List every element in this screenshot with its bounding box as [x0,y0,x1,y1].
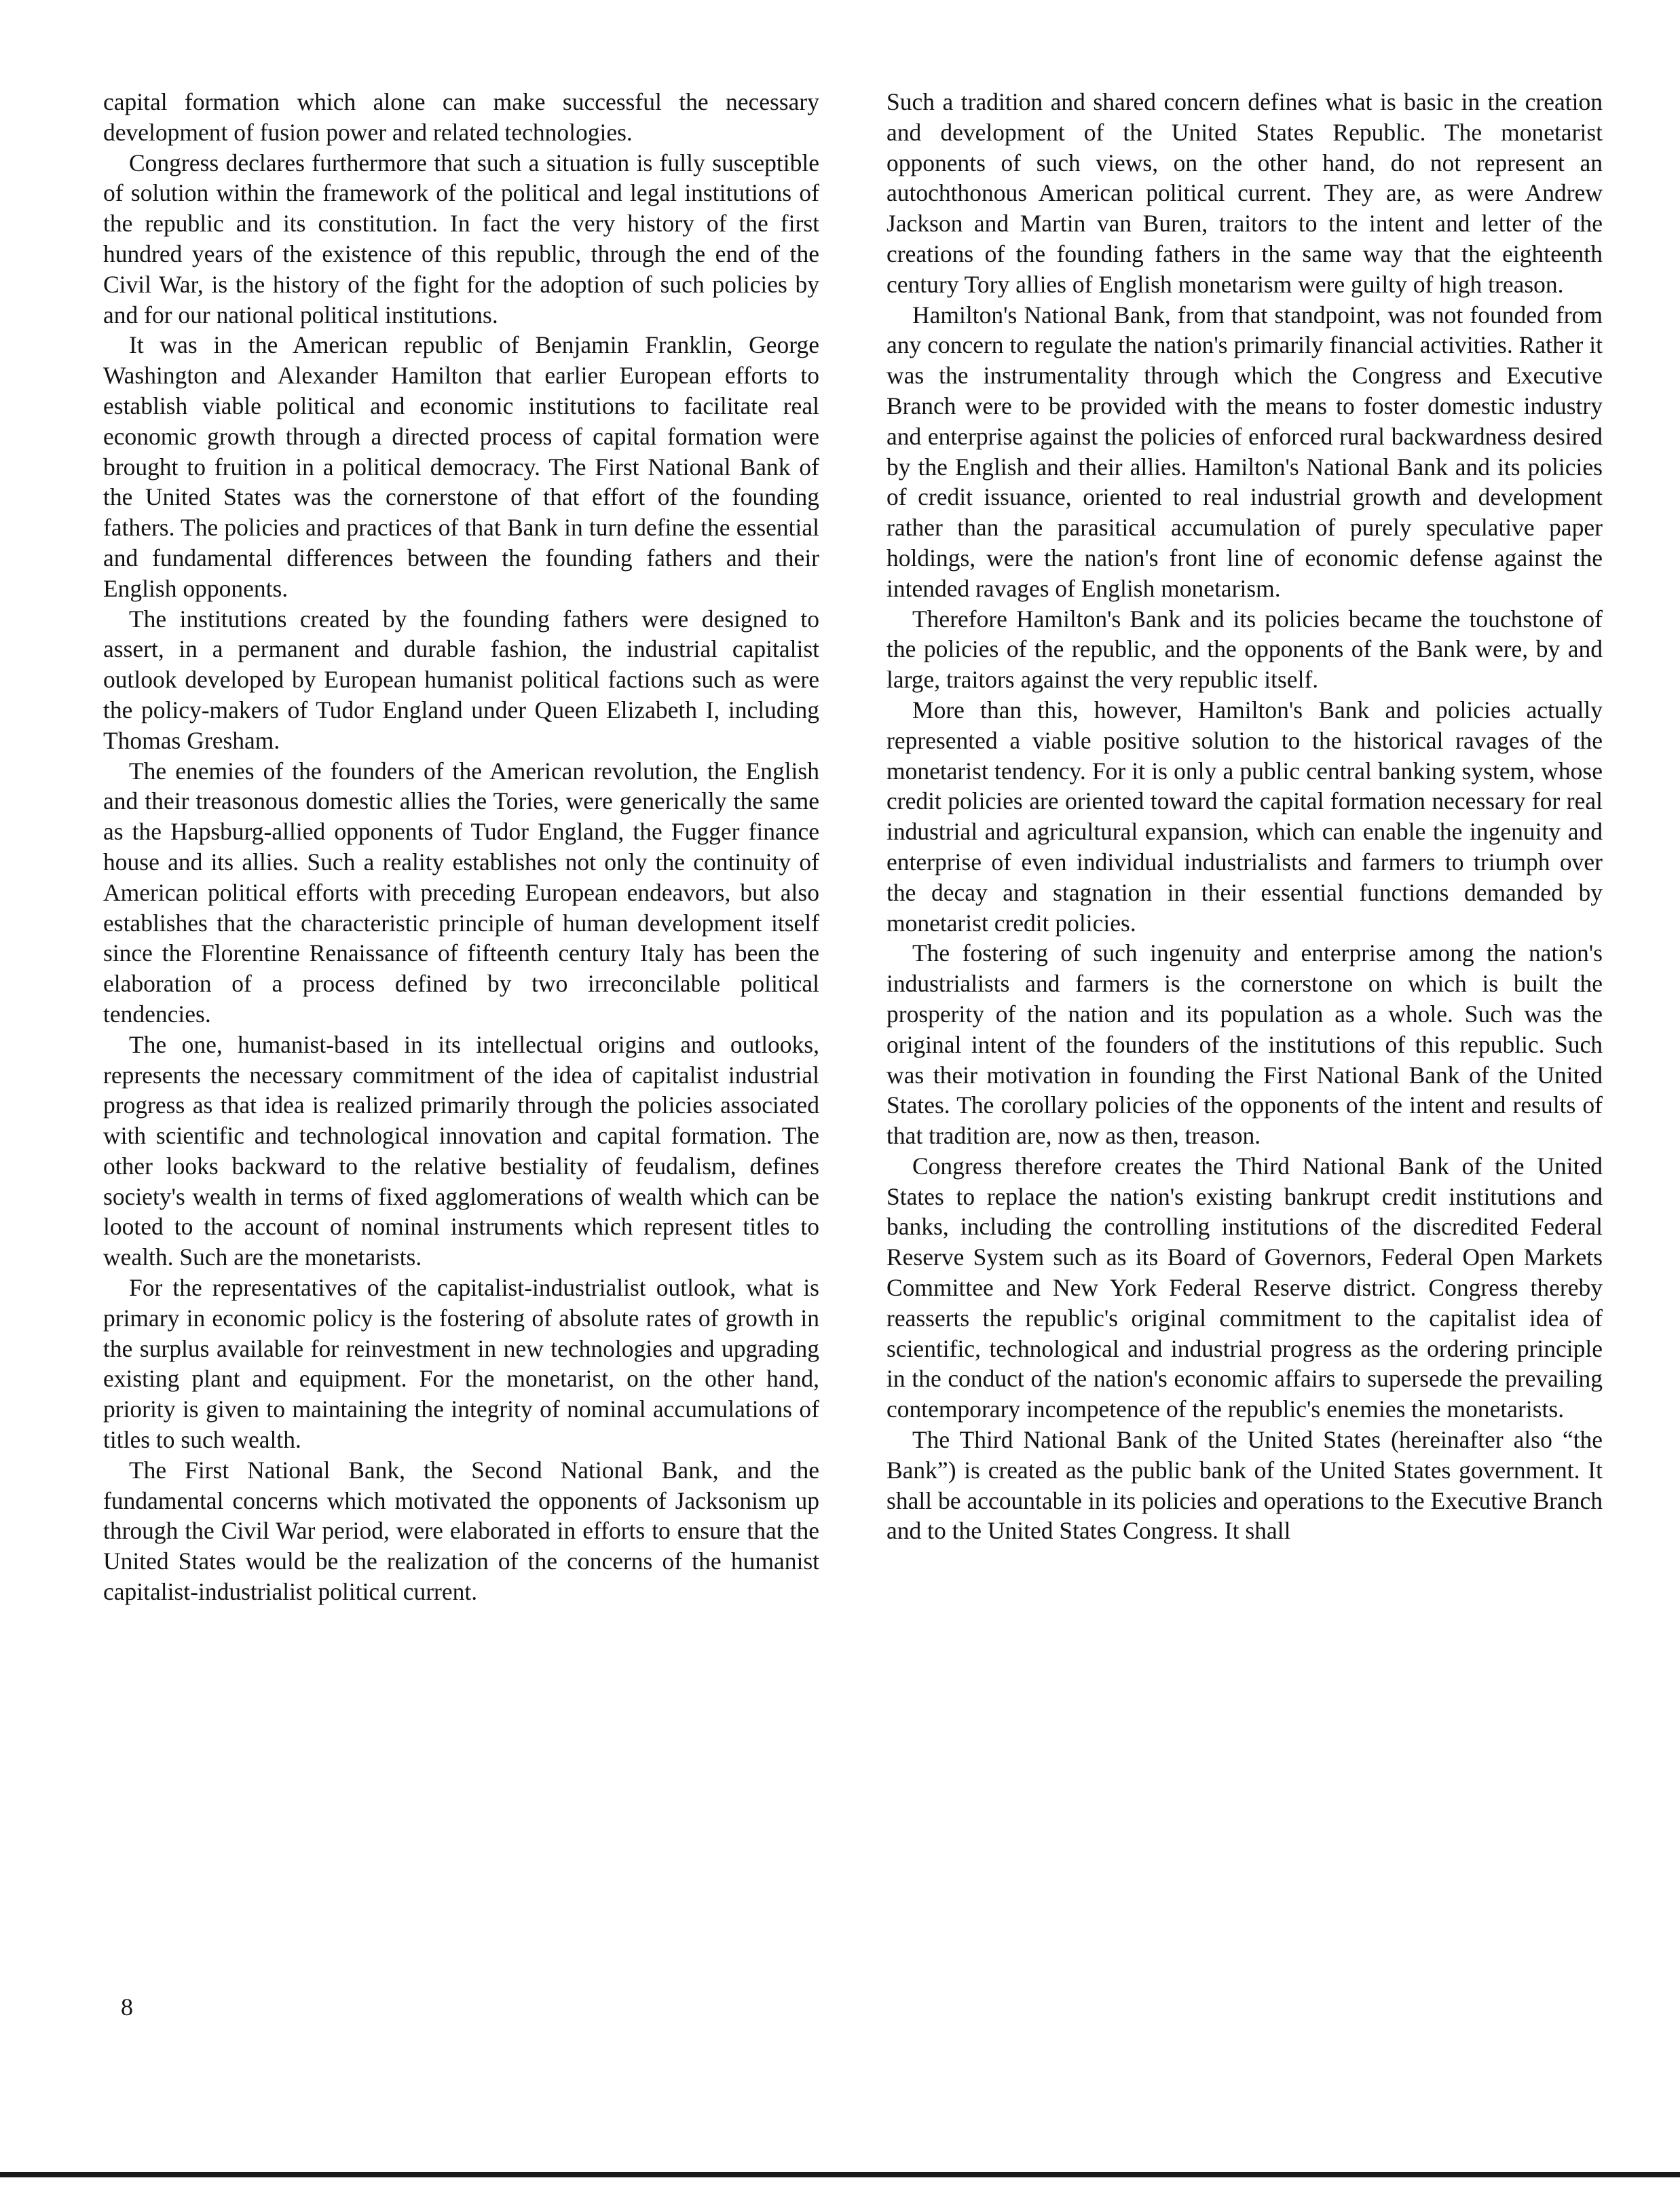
paragraph: It was in the American republic of Benjamin Franklin, George Washington and Alexander Hamilton that earlier European efforts to establish viable political and economic institutions to facilitate real economic growth through a directed process of capital formation were brought to fruition in a political democracy. The First National Bank of the United States was the cornerstone of that effort of the founding fathers. The policies and practices of that Bank in turn define the essential and fundamental differences between the founding fathers and their English opponents. [103,331,819,602]
paragraph: The fostering of such ingenuity and enterprise among the nation's industrialists and farmers is the cornerstone on which is built the prosperity of the nation and its population as a whole. Such was the original intent of the founders of the institutions of this republic. Such was their motivation in founding the First National Bank of the United States. The corollary policies of the opponents of the intent and results of that tradition are, now as then, treason. [886,939,1603,1150]
paragraph: Congress declares furthermore that such a situation is fully susceptible of solution within the framework of the political and legal institutions of the republic and its constitution. In fact the very history of the first hundred years of the existence of this republic, through the end of the Civil War, is the history of the fight for the adoption of such policies by and for our national political institutions. [103,149,819,329]
bottom-rule [0,2172,1680,2177]
paragraph: The enemies of the founders of the American revolution, the English and their treasonous domestic allies the Tories, were generically the same as the Hapsburg-allied opponents of Tudor England, the Fugger finance house and its allies. Such a reality establishes not only the continuity of American political efforts with preceding European endeavors, but also establishes that the characteristic principle of human development itself since the Florentine Renaissance of fifteenth century Italy has been the elaboration of a process defined by two irreconcilable political tendencies. [103,757,819,1028]
paragraph: capital formation which alone can make successful the necessary development of fusion power and related technologies. [103,88,819,146]
paragraph: Hamilton's National Bank, from that standpoint, was not founded from any concern to regulate the nation's primarily financial activities. Rather it was the instrumentality through which the Congress and Executive Branch were to be provided with the means to foster domestic industry and enterprise against the policies of enforced rural backwardness desired by the English and their allies. Hamilton's National Bank and its policies of credit issuance, oriented to real industrial growth and development rather than the parasitical accumulation of purely speculative paper holdings, were the nation's front line of economic defense against the intended ravages of English monetarism. [886,301,1603,602]
right-column [886,87,1603,1546]
paragraph: The one, humanist-based in its intellectual origins and outlooks, represents the necessary commitment of the idea of capitalist industrial progress as that idea is realized primarily through the policies associated with scientific and technological innovation and capital formation. The other looks backward to the relative bestiality of feudalism, defines society's wealth in terms of fixed agglomerations of wealth which can be looted to the account of nominal instruments which represent titles to wealth. Such are the monetarists. [103,1030,819,1271]
paragraph: Such a tradition and shared concern defines what is basic in the creation and development of the United States Republic. The monetarist opponents of such views, on the other hand, do not represent an autochthonous American political current. They are, as were Andrew Jackson and Martin van Buren, traitors to the intent and letter of the creations of the founding fathers in the same way that the eighteenth century Tory allies of English monetarism were guilty of high treason. [886,88,1603,298]
paragraph: More than this, however, Hamilton's Bank and policies actually represented a viable positive solution to the historical ravages of the monetarist tendency. For it is only a public central banking system, whose credit policies are oriented toward the capital formation necessary for real industrial and agricultural expansion, which can enable the ingenuity and enterprise of even individual industrialists and farmers to triumph over the decay and stagnation in their essential functions demanded by monetarist credit policies. [886,696,1603,937]
paragraph: For the representatives of the capitalist-industrialist outlook, what is primary in economic policy is the fostering of absolute rates of growth in the surplus available for reinvestment in new technologies and upgrading existing plant and equipment. For the monetarist, on the other hand, priority is given to maintaining the integrity of nominal accumulations of titles to such wealth. [103,1274,819,1454]
page-number: 8 [121,1993,133,2021]
left-column [103,87,819,1607]
paragraph: The Third National Bank of the United States (hereinafter also “the Bank”) is created as the public bank of the United States government. It shall be accountable in its policies and operations to the Executive Branch and to the United States Congress. It shall [886,1426,1603,1545]
paragraph: Congress therefore creates the Third National Bank of the United States to replace the nation's existing bankrupt credit institutions and banks, including the controlling institutions of the discredited Federal Reserve System such as its Board of Governors, Federal Open Markets Committee and New York Federal Reserve district. Congress thereby reasserts the republic's original commitment to the capitalist idea of scientific, technological and industrial progress as the ordering principle in the conduct of the nation's economic affairs to supersede the prevailing contemporary incompetence of the republic's enemies the monetarists. [886,1152,1603,1423]
paragraph: Therefore Hamilton's Bank and its policies became the touchstone of the policies of the republic, and the opponents of the Bank were, by and large, traitors against the very republic itself. [886,605,1603,694]
paragraph: The institutions created by the founding fathers were designed to assert, in a permanent and durable fashion, the industrial capitalist outlook developed by European humanist political factions such as were the policy-makers of Tudor England under Queen Elizabeth I, including Thomas Gresham. [103,605,819,754]
paragraph: The First National Bank, the Second National Bank, and the fundamental concerns which motivated the opponents of Jacksonism up through the Civil War period, were elaborated in efforts to ensure that the United States would be the realization of the concerns of the humanist capitalist-industrialist political current. [103,1456,819,1606]
